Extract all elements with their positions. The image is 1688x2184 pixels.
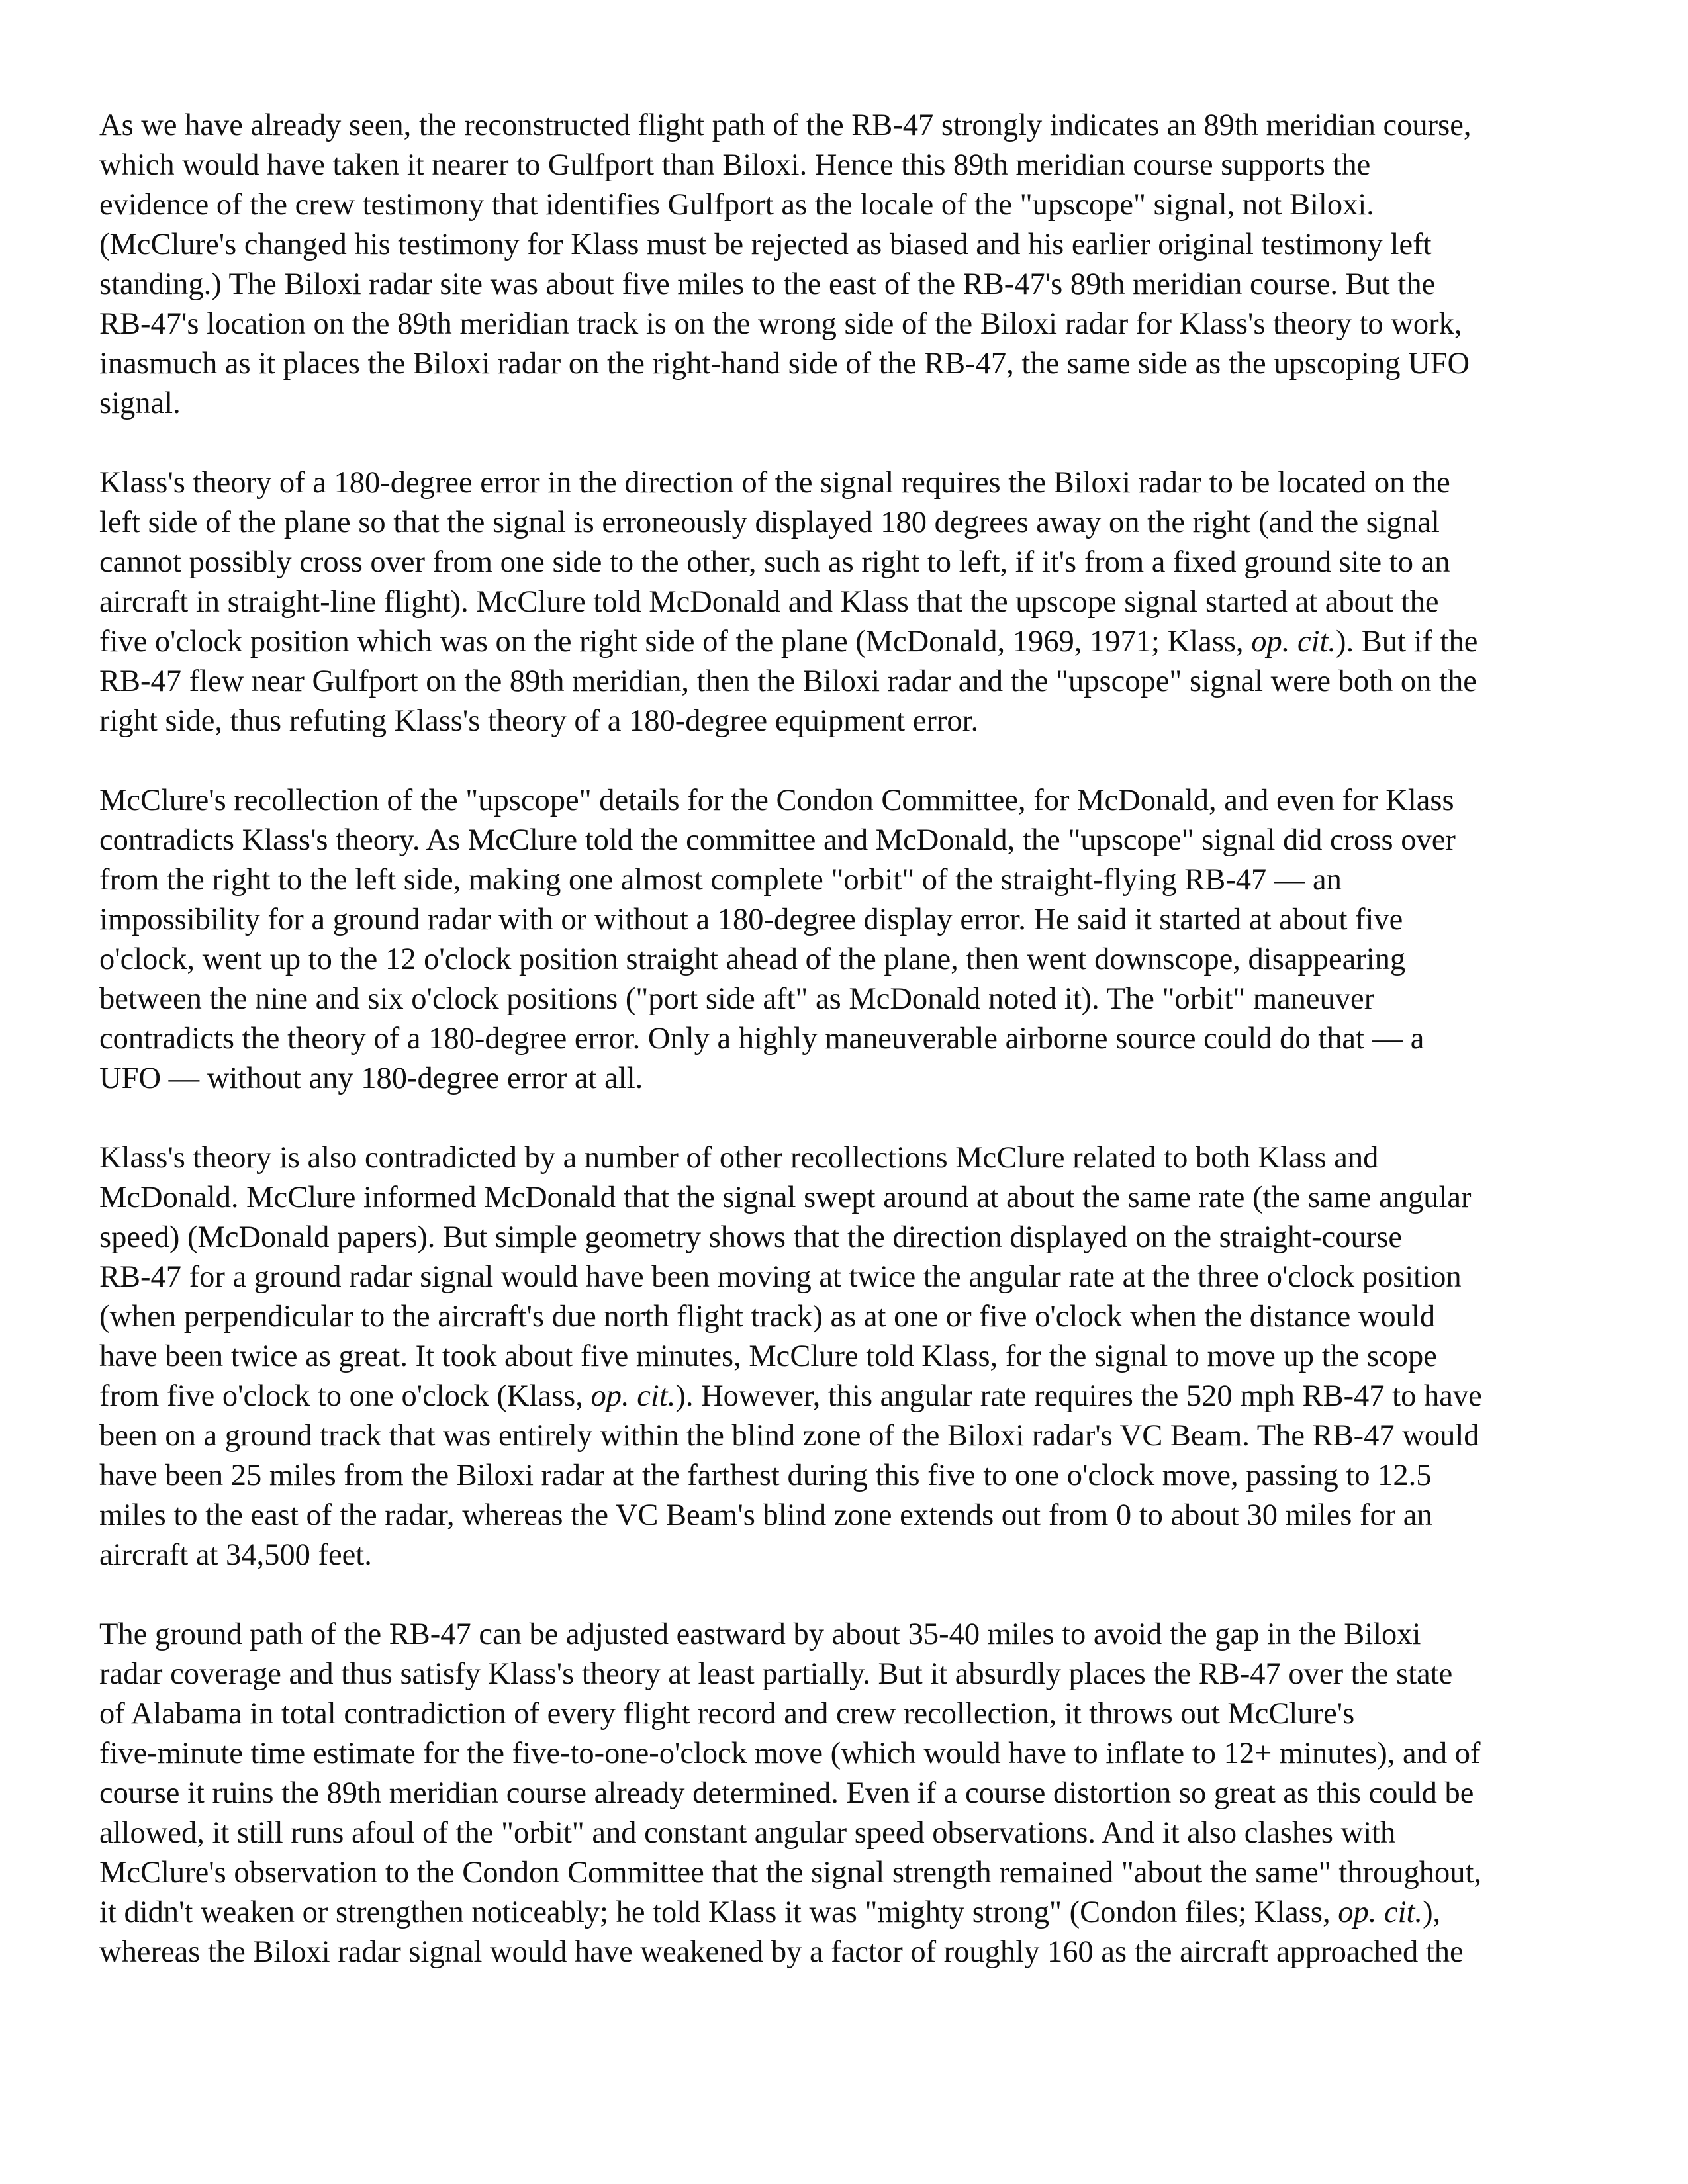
text-line — [99, 1257, 1589, 1297]
text-line — [99, 1813, 1589, 1853]
text-line — [99, 1615, 1589, 1655]
text-segment: ). However, this angular rate requires the 520 mph RB-47 to have — [675, 1379, 1482, 1413]
text-segment: of Alabama in total contradiction of every flight record and crew recollection, it throws out McClure's — [99, 1697, 1355, 1731]
body-text — [99, 106, 1589, 1972]
paragraph-1 — [99, 106, 1589, 424]
text-line — [99, 940, 1589, 979]
text-line — [99, 503, 1589, 543]
paragraph-2 — [99, 463, 1589, 741]
citation-italic: op. cit. — [590, 1379, 676, 1413]
text-segment: signal. — [99, 387, 181, 420]
text-segment: right side, thus refuting Klass's theory of a 180-degree equipment error. — [99, 704, 979, 738]
text-line — [99, 1774, 1589, 1813]
text-line — [99, 304, 1589, 344]
text-segment: evidence of the crew testimony that identifies Gulfport as the locale of the "upscope" signal, not Biloxi. — [99, 188, 1374, 222]
text-segment: speed) (McDonald papers). But simple geometry shows that the direction displayed on the straight-course — [99, 1220, 1403, 1254]
text-segment: contradicts Klass's theory. As McClure told the committee and McDonald, the "upscope" signal did cross over — [99, 823, 1456, 857]
text-line — [99, 1059, 1589, 1099]
text-segment: course it ruins the 89th meridian course already determined. Even if a course distortion so great as this could be — [99, 1776, 1474, 1810]
text-line — [99, 384, 1589, 424]
text-segment: RB-47's location on the 89th meridian track is on the wrong side of the Biloxi radar for Klass's theory to work, — [99, 307, 1462, 341]
document-page — [99, 106, 1589, 1972]
text-line — [99, 1694, 1589, 1734]
text-segment: standing.) The Biloxi radar site was about five miles to the east of the RB-47's 89th meridian course. But the — [99, 267, 1436, 301]
text-segment: The ground path of the RB-47 can be adjusted eastward by about 35-40 miles to avoid the gap in the Biloxi — [99, 1617, 1421, 1651]
text-line — [99, 900, 1589, 940]
citation-italic: op. cit. — [1338, 1895, 1423, 1929]
text-line — [99, 1893, 1589, 1933]
text-line — [99, 781, 1589, 821]
text-line — [99, 1933, 1589, 1972]
text-segment: inasmuch as it places the Biloxi radar on the right-hand side of the RB-47, the same side as the upscoping UFO — [99, 347, 1470, 381]
paragraph-3 — [99, 781, 1589, 1099]
text-segment: have been 25 miles from the Biloxi radar at the farthest during this five to one o'clock move, passing to 12.5 — [99, 1459, 1432, 1492]
text-line — [99, 622, 1589, 662]
citation-italic: op. cit. — [1251, 625, 1336, 659]
text-segment: whereas the Biloxi radar signal would have weakened by a factor of roughly 160 as the aircraft approached the — [99, 1935, 1464, 1969]
text-segment: which would have taken it nearer to Gulfport than Biloxi. Hence this 89th meridian course supports the — [99, 148, 1371, 182]
text-line — [99, 185, 1589, 225]
text-line — [99, 702, 1589, 741]
text-line — [99, 146, 1589, 185]
text-line — [99, 1297, 1589, 1337]
text-line — [99, 265, 1589, 304]
text-line — [99, 1019, 1589, 1059]
text-segment: RB-47 flew near Gulfport on the 89th meridian, then the Biloxi radar and the "upscope" signal were both on the — [99, 664, 1477, 698]
text-segment: cannot possibly cross over from one side to the other, such as right to left, if it's from a fixed ground site to an — [99, 545, 1450, 579]
text-line — [99, 821, 1589, 860]
text-segment: Klass's theory is also contradicted by a number of other recollections McClure related to both Klass and — [99, 1141, 1379, 1175]
text-segment: As we have already seen, the reconstructed flight path of the RB-47 strongly indicates an 89th meridian course, — [99, 109, 1472, 142]
text-segment: (McClure's changed his testimony for Klass must be rejected as biased and his earlier original testimony left — [99, 228, 1432, 261]
text-segment: been on a ground track that was entirely within the blind zone of the Biloxi radar's VC Beam. The RB-47 would — [99, 1419, 1479, 1453]
text-segment: aircraft in straight-line flight). McClure told McDonald and Klass that the upscope signal started at about the — [99, 585, 1439, 619]
text-line — [99, 1416, 1589, 1456]
text-line — [99, 1138, 1589, 1178]
text-line — [99, 662, 1589, 702]
text-line — [99, 543, 1589, 582]
text-line — [99, 979, 1589, 1019]
text-segment: o'clock, went up to the 12 o'clock position straight ahead of the plane, then went downscope, disappearing — [99, 942, 1406, 976]
text-segment: miles to the east of the radar, whereas the VC Beam's blind zone extends out from 0 to about 30 miles for an — [99, 1498, 1432, 1532]
text-segment: contradicts the theory of a 180-degree error. Only a highly maneuverable airborne source could do that — a — [99, 1022, 1425, 1056]
text-segment: between the nine and six o'clock positions ("port side aft" as McDonald noted it). The "orbit" maneuver — [99, 982, 1375, 1016]
text-line — [99, 344, 1589, 384]
text-line — [99, 860, 1589, 900]
text-line — [99, 1337, 1589, 1377]
text-segment: it didn't weaken or strengthen noticeably; he told Klass it was "mighty strong" (Condon files; Klass, — [99, 1895, 1338, 1929]
text-segment: Klass's theory of a 180-degree error in the direction of the signal requires the Biloxi radar to be located on the — [99, 466, 1450, 500]
text-segment: aircraft at 34,500 feet. — [99, 1538, 372, 1572]
text-segment: five-minute time estimate for the five-to-one-o'clock move (which would have to inflate to 12+ minutes), and of — [99, 1737, 1481, 1770]
text-line — [99, 225, 1589, 265]
text-segment: impossibility for a ground radar with or without a 180-degree display error. He said it started at about five — [99, 903, 1403, 936]
text-line — [99, 1655, 1589, 1694]
paragraph-4 — [99, 1138, 1589, 1575]
text-segment: RB-47 for a ground radar signal would have been moving at twice the angular rate at the three o'clock position — [99, 1260, 1462, 1294]
text-line — [99, 1535, 1589, 1575]
text-segment: from the right to the left side, making one almost complete "orbit" of the straight-flying RB-47 — an — [99, 863, 1342, 897]
text-line — [99, 1377, 1589, 1416]
text-segment: McDonald. McClure informed McDonald that the signal swept around at about the same rate (the same angular — [99, 1181, 1472, 1214]
text-line — [99, 1218, 1589, 1257]
text-segment: McClure's observation to the Condon Committee that the signal strength remained "about the same" throughout, — [99, 1856, 1482, 1889]
text-line — [99, 463, 1589, 503]
text-segment: ), — [1423, 1895, 1441, 1929]
text-line — [99, 1734, 1589, 1774]
text-segment: ). But if the — [1336, 625, 1478, 659]
text-line — [99, 1853, 1589, 1893]
text-segment: McClure's recollection of the "upscope" details for the Condon Committee, for McDonald, and even for Klass — [99, 784, 1454, 817]
text-segment: left side of the plane so that the signal is erroneously displayed 180 degrees away on the right (and the signal — [99, 506, 1440, 539]
text-line — [99, 1178, 1589, 1218]
text-segment: allowed, it still runs afoul of the "orbit" and constant angular speed observations. And it also clashes with — [99, 1816, 1396, 1850]
text-segment: radar coverage and thus satisfy Klass's theory at least partially. But it absurdly places the RB-47 over the state — [99, 1657, 1453, 1691]
text-segment: have been twice as great. It took about five minutes, McClure told Klass, for the signal to move up the scope — [99, 1340, 1437, 1373]
text-segment: from five o'clock to one o'clock (Klass, — [99, 1379, 591, 1413]
text-segment: (when perpendicular to the aircraft's due north flight track) as at one or five o'clock when the distance would — [99, 1300, 1436, 1334]
text-segment: UFO — without any 180-degree error at all. — [99, 1062, 643, 1095]
text-segment: five o'clock position which was on the right side of the plane (McDonald, 1969, 1971; Klass, — [99, 625, 1252, 659]
text-line — [99, 1456, 1589, 1496]
text-line — [99, 1496, 1589, 1535]
text-line — [99, 106, 1589, 146]
text-line — [99, 582, 1589, 622]
paragraph-5 — [99, 1615, 1589, 1972]
